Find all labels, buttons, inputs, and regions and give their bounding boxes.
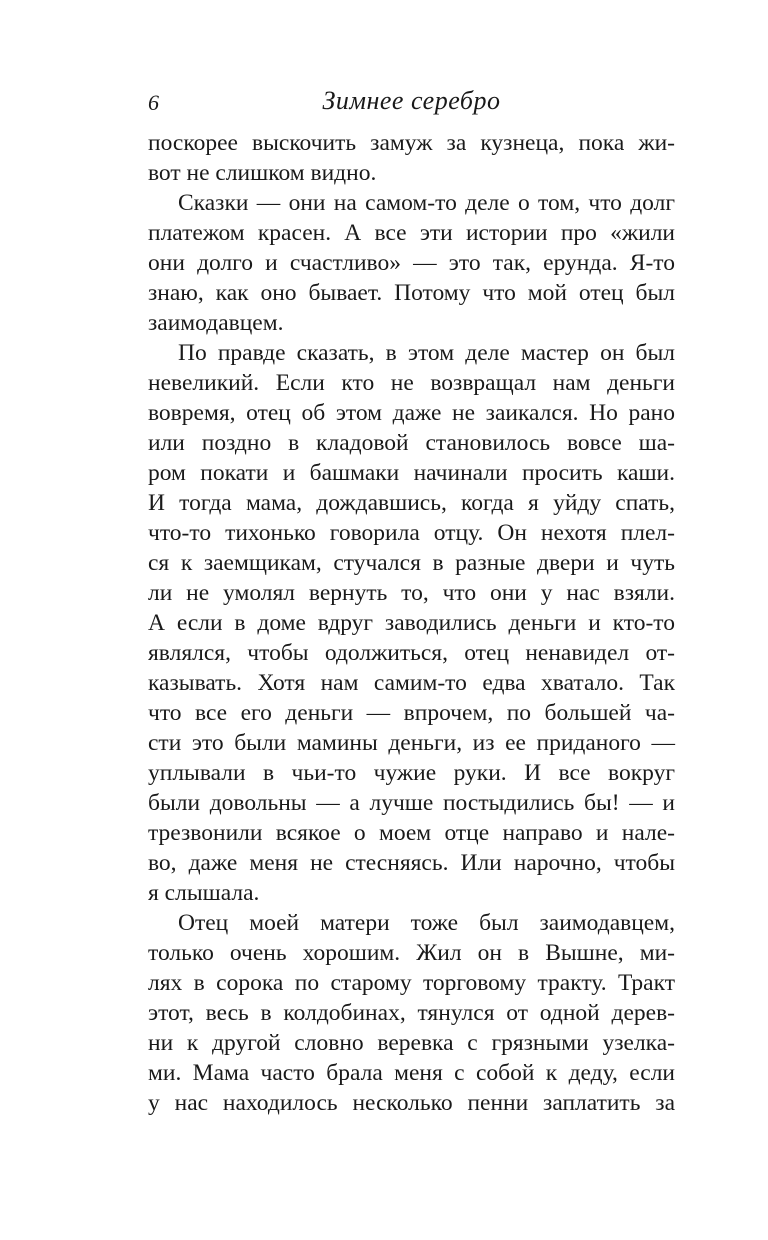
text-line: сти это были мамины деньги, из ее приданого — [148, 730, 675, 756]
text-line: я слышала. [148, 880, 260, 906]
text-line: заимодавцем. [148, 310, 284, 336]
text-line: ли не умолял вернуть то, что они у нас взяли. [148, 580, 675, 606]
text-line: уплывали в чьи-то чужие руки. И все вокруг [148, 760, 675, 786]
book-title: Зимнее серебро [322, 86, 501, 115]
text-line: казывать. Хотя нам самим-то едва хватало. Так [148, 670, 675, 696]
text-line: этот, весь в колдобинах, тянулся от одной дерев- [148, 1000, 675, 1026]
text-line: И тогда мама, дождавшись, когда я уйду спать, [148, 490, 675, 516]
text-line: трезвонили всякое о моем отце направо и нале- [148, 820, 675, 846]
text-line: что все его деньги — впрочем, по большей ча- [148, 700, 675, 726]
text-line: только очень хорошим. Жил он в Вышне, ми- [148, 940, 675, 966]
running-head [148, 86, 675, 120]
text-line: невеликий. Если кто не возвращал нам деньги [148, 370, 675, 396]
text-line: вовремя, отец об этом даже не заикался. Но рано [148, 400, 675, 426]
text-line: Отец моей матери тоже был заимодавцем, [178, 910, 675, 936]
text-line: поскорее выскочить замуж за кузнеца, пока жи- [148, 130, 675, 156]
text-line: знаю, как оно бывает. Потому что мой отец был [148, 280, 675, 306]
text-line: что-то тихонько говорила отцу. Он нехотя плел- [148, 520, 675, 546]
text-line: являлся, чтобы одолжиться, отец ненавидел от- [148, 640, 675, 666]
text-line: или поздно в кладовой становилось вовсе ша- [148, 430, 675, 456]
text-line: во, даже меня не стесняясь. Или нарочно, чтобы [148, 850, 675, 876]
text-line: ром покати и башмаки начинали просить каши. [148, 460, 675, 486]
text-line: они долго и счастливо» — это так, ерунда. Я-то [148, 250, 675, 276]
text-line: Сказки — они на самом-то деле о том, что долг [178, 190, 675, 216]
text-line: По правде сказать, в этом деле мастер он был [178, 340, 675, 366]
text-line: у нас находилось несколько пенни заплатить за [148, 1090, 675, 1116]
body-text [148, 128, 675, 1118]
text-line: вот не слишком видно. [148, 160, 377, 186]
text-line: лях в сорока по старому торговому тракту. Тракт [148, 970, 675, 996]
text-line: были довольны — а лучше постыдились бы! — и [148, 790, 675, 816]
text-line: ни к другой словно веревка с грязными узелка- [148, 1030, 675, 1056]
text-line: А если в доме вдруг заводились деньги и кто-то [148, 610, 675, 636]
text-line: ми. Мама часто брала меня с собой к деду, если [148, 1060, 675, 1086]
text-line: платежом красен. А все эти истории про «жили [148, 220, 675, 246]
text-line: ся к заемщикам, стучался в разные двери и чуть [148, 550, 675, 576]
page-number: 6 [148, 90, 159, 115]
